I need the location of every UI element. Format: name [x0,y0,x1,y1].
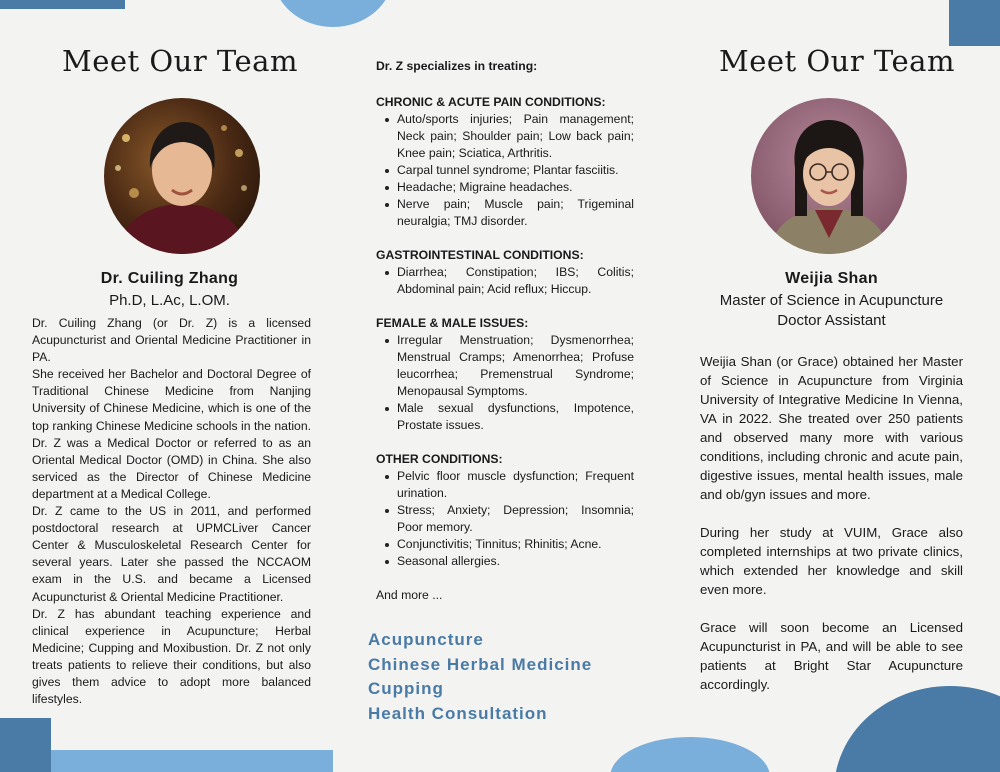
weijia-shan-role: Doctor Assistant [777,312,886,329]
weijia-shan-photo [751,98,907,254]
condition-item: Stress; Anxiety; Depression; Insomnia; Poor memory. [397,503,634,534]
service-item-health-consultation: Health Consultation [368,704,548,724]
specialties-intro: Dr. Z specializes in treating: [376,59,538,73]
top-right-square-decoration [949,0,1000,46]
bio-paragraph: Dr. Z came to the US in 2011, and performed postdoctoral research at UPMCLiver Cancer Center & Musculoskeletal Research Center for several years. Later she passed the NCCAOM exam in the U.S. and became a Licensed Acupuncturist & Oriental Medicine Practitioner. [32,504,311,604]
specialties-panel [376,58,634,604]
bio-paragraph: Weijia Shan (or Grace) obtained her Master of Science in Acupuncture from Virginia University of Integrative Medicine In Vienna, VA in 2022. She treated over 250 patients and observed many more with various conditions, including chronic and acute pain, digestive issues, mental health issues, male and ob/gyn issues and more. [700,354,963,502]
condition-item: Diarrhea; Constipation; IBS; Colitis; Abdominal pain; Acid reflux; Hiccup. [397,265,634,296]
condition-item: Conjunctivitis; Tinnitus; Rhinitis; Acne. [397,536,634,553]
top-left-bar-decoration [0,0,125,9]
condition-section-gastro [376,247,634,298]
dr-zhang-credentials: Ph.D, L.Ac, L.OM. [109,292,230,309]
condition-item: Irregular Menstruation; Dysmenorrhea; Menstrual Cramps; Amenorrhea; Profuse leucorrhea; Premenstrual Syndrome; Menopausal Symptoms. [397,333,634,398]
bio-paragraph: She received her Bachelor and Doctoral Degree of Traditional Chinese Medicine from Nanjing University of Chinese Medicine, which is one of the top ranking Chinese Medicine schools in the nation. Dr. Z was a Medical Doctor or referred to as an Oriental Medical Doctor (OMD) in China. She also serviced as the Director of Chinese Medicine department at a Medical College. [32,367,311,501]
condition-section-female-male [376,315,634,434]
condition-item: Pelvic floor muscle dysfunction; Frequent urination. [397,469,634,500]
condition-item: Auto/sports injuries; Pain management; Neck pain; Shoulder pain; Low back pain; Knee pain; Sciatica, Arthritis. [397,112,634,160]
and-more-text: And more ... [376,588,443,602]
bio-paragraph: Dr. Z has abundant teaching experience and clinical experience in Acupuncture; Herbal Medicine; Cupping and Moxibustion. Dr. Z not only treats patients to relieve their conditions, but also gives them advice to adopt more balanced lifestyles. [32,606,311,707]
condition-category-title: GASTROINTESTINAL CONDITIONS: [376,248,584,262]
right-heading: Meet Our Team [719,44,955,78]
condition-section-pain [376,94,634,230]
condition-item: Carpal tunnel syndrome; Plantar fasciitis. [397,162,634,179]
condition-item: Seasonal allergies. [397,553,634,570]
condition-list [376,332,634,434]
weijia-shan-degree: Master of Science in Acupuncture [719,292,944,309]
bottom-left-square-decoration [0,718,51,772]
condition-category-title: OTHER CONDITIONS: [376,452,503,466]
bio-paragraph: During her study at VUIM, Grace also completed internships at two private clinics, which extended her knowledge and skill even more. [700,525,963,597]
dr-zhang-portrait-image [104,98,260,254]
services-list [368,628,592,727]
service-item-herbal-medicine: Chinese Herbal Medicine [368,654,593,674]
condition-item: Headache; Migraine headaches. [397,179,634,196]
condition-category-title: FEMALE & MALE ISSUES: [376,316,529,330]
bottom-circle-decoration [610,737,770,772]
weijia-shan-bio [700,352,963,713]
condition-category-title: CHRONIC & ACUTE PAIN CONDITIONS: [376,95,606,109]
condition-item: Nerve pain; Muscle pain; Trigeminal neuralgia; TMJ disorder. [397,197,634,228]
top-circle-decoration [273,0,393,27]
left-heading: Meet Our Team [62,44,298,78]
condition-list [376,468,634,570]
bottom-bar-decoration [51,750,333,772]
condition-list [376,264,634,298]
condition-section-other [376,451,634,570]
service-item-acupuncture: Acupuncture [368,630,484,649]
dr-zhang-name: Dr. Cuiling Zhang [100,270,239,287]
bio-paragraph: Grace will soon become an Licensed Acupuncturist in PA, and will be able to see patients at Bright Star Acupuncture accordingly. [700,620,963,692]
service-item-cupping: Cupping [368,679,444,699]
dr-zhang-bio [32,315,311,708]
weijia-shan-name: Weijia Shan [785,270,878,287]
condition-item: Male sexual dysfunctions, Impotence, Prostate issues. [397,401,634,432]
bio-paragraph: Dr. Cuiling Zhang (or Dr. Z) is a licensed Acupuncturist and Oriental Medicine Practitioner in PA. [32,316,311,365]
weijia-shan-portrait-image [751,98,907,254]
dr-zhang-photo [104,98,260,254]
condition-list [376,111,634,230]
